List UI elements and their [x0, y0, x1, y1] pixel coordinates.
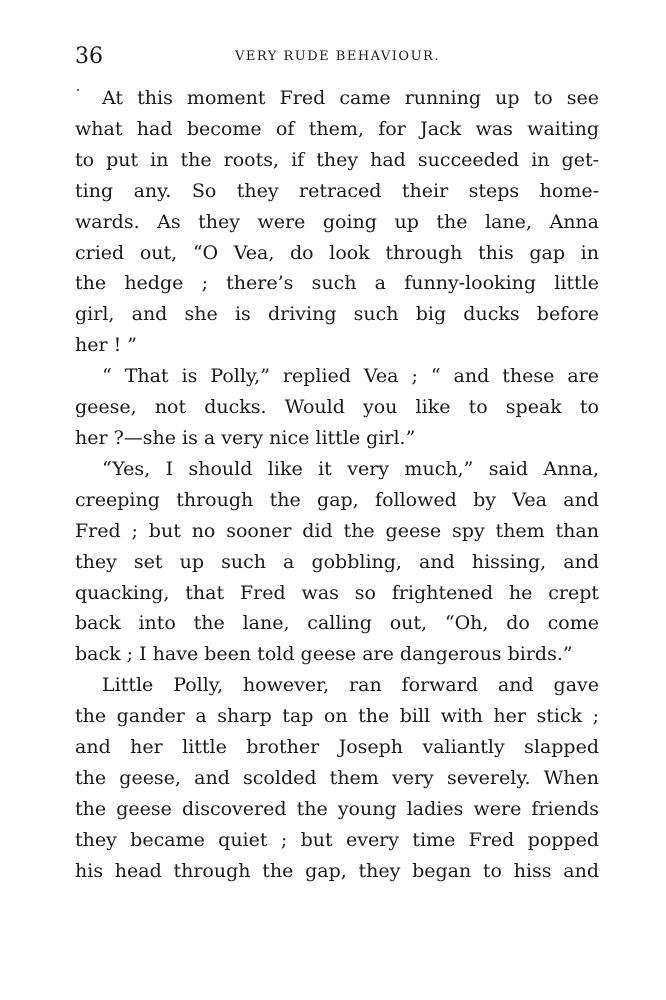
text-line: what had become of them, for Jack was waiting	[75, 117, 599, 140]
text-line: “ That is Polly,” replied Vea ; “ and these are	[102, 365, 599, 388]
text-line: her ?—she is a very nice little girl.”	[75, 426, 416, 449]
text-line: Fred ; but no sooner did the geese spy them than	[75, 519, 599, 542]
text-line: his head through the gap, they began to hiss and	[75, 859, 599, 882]
text-line: geese, not ducks. Would you like to speak to	[75, 396, 599, 419]
text-line: the geese discovered the young ladies were friends	[75, 797, 599, 820]
text-line: Little Polly, however, ran forward and gave	[102, 674, 599, 697]
text-line: to put in the roots, if they had succeeded in get-	[75, 148, 599, 171]
text-line: and her little brother Joseph valiantly slapped	[75, 736, 599, 759]
text-line: creeping through the gap, followed by Vea and	[75, 488, 599, 511]
text-line: At this moment Fred came running up to see	[102, 87, 599, 109]
body-text	[75, 83, 599, 887]
text-line: wards. As they were going up the lane, Anna	[75, 210, 599, 233]
text-line: ting any. So they retraced their steps home-	[75, 179, 599, 202]
text-line: quacking, that Fred was so frightened he crept	[75, 581, 599, 604]
text-line: back into the lane, calling out, “Oh, do come	[75, 612, 599, 635]
text-line: girl, and she is driving such big ducks before	[75, 303, 599, 326]
text-line: “Yes, I should like it very much,” said Anna,	[102, 457, 599, 480]
text-line: the geese, and scolded them very severely. When	[75, 766, 599, 789]
text-line: they set up such a gobbling, and hissing, and	[75, 550, 599, 573]
page-number: 36	[75, 44, 103, 69]
text-line: the hedge ; there’s such a funny-looking little	[75, 272, 599, 295]
text-line: they became quiet ; but every time Fred popped	[75, 828, 599, 851]
running-title: VERY RUDE BEHAVIOUR.	[235, 49, 440, 64]
text-line: back ; I have been told geese are dangerous birds.”	[75, 643, 573, 666]
text-line: cried out, “O Vea, do look through this gap in	[75, 241, 599, 264]
text-line: the gander a sharp tap on the bill with her stick ;	[75, 705, 599, 728]
text-line: her ! ”	[75, 334, 137, 357]
page-header	[75, 42, 600, 72]
